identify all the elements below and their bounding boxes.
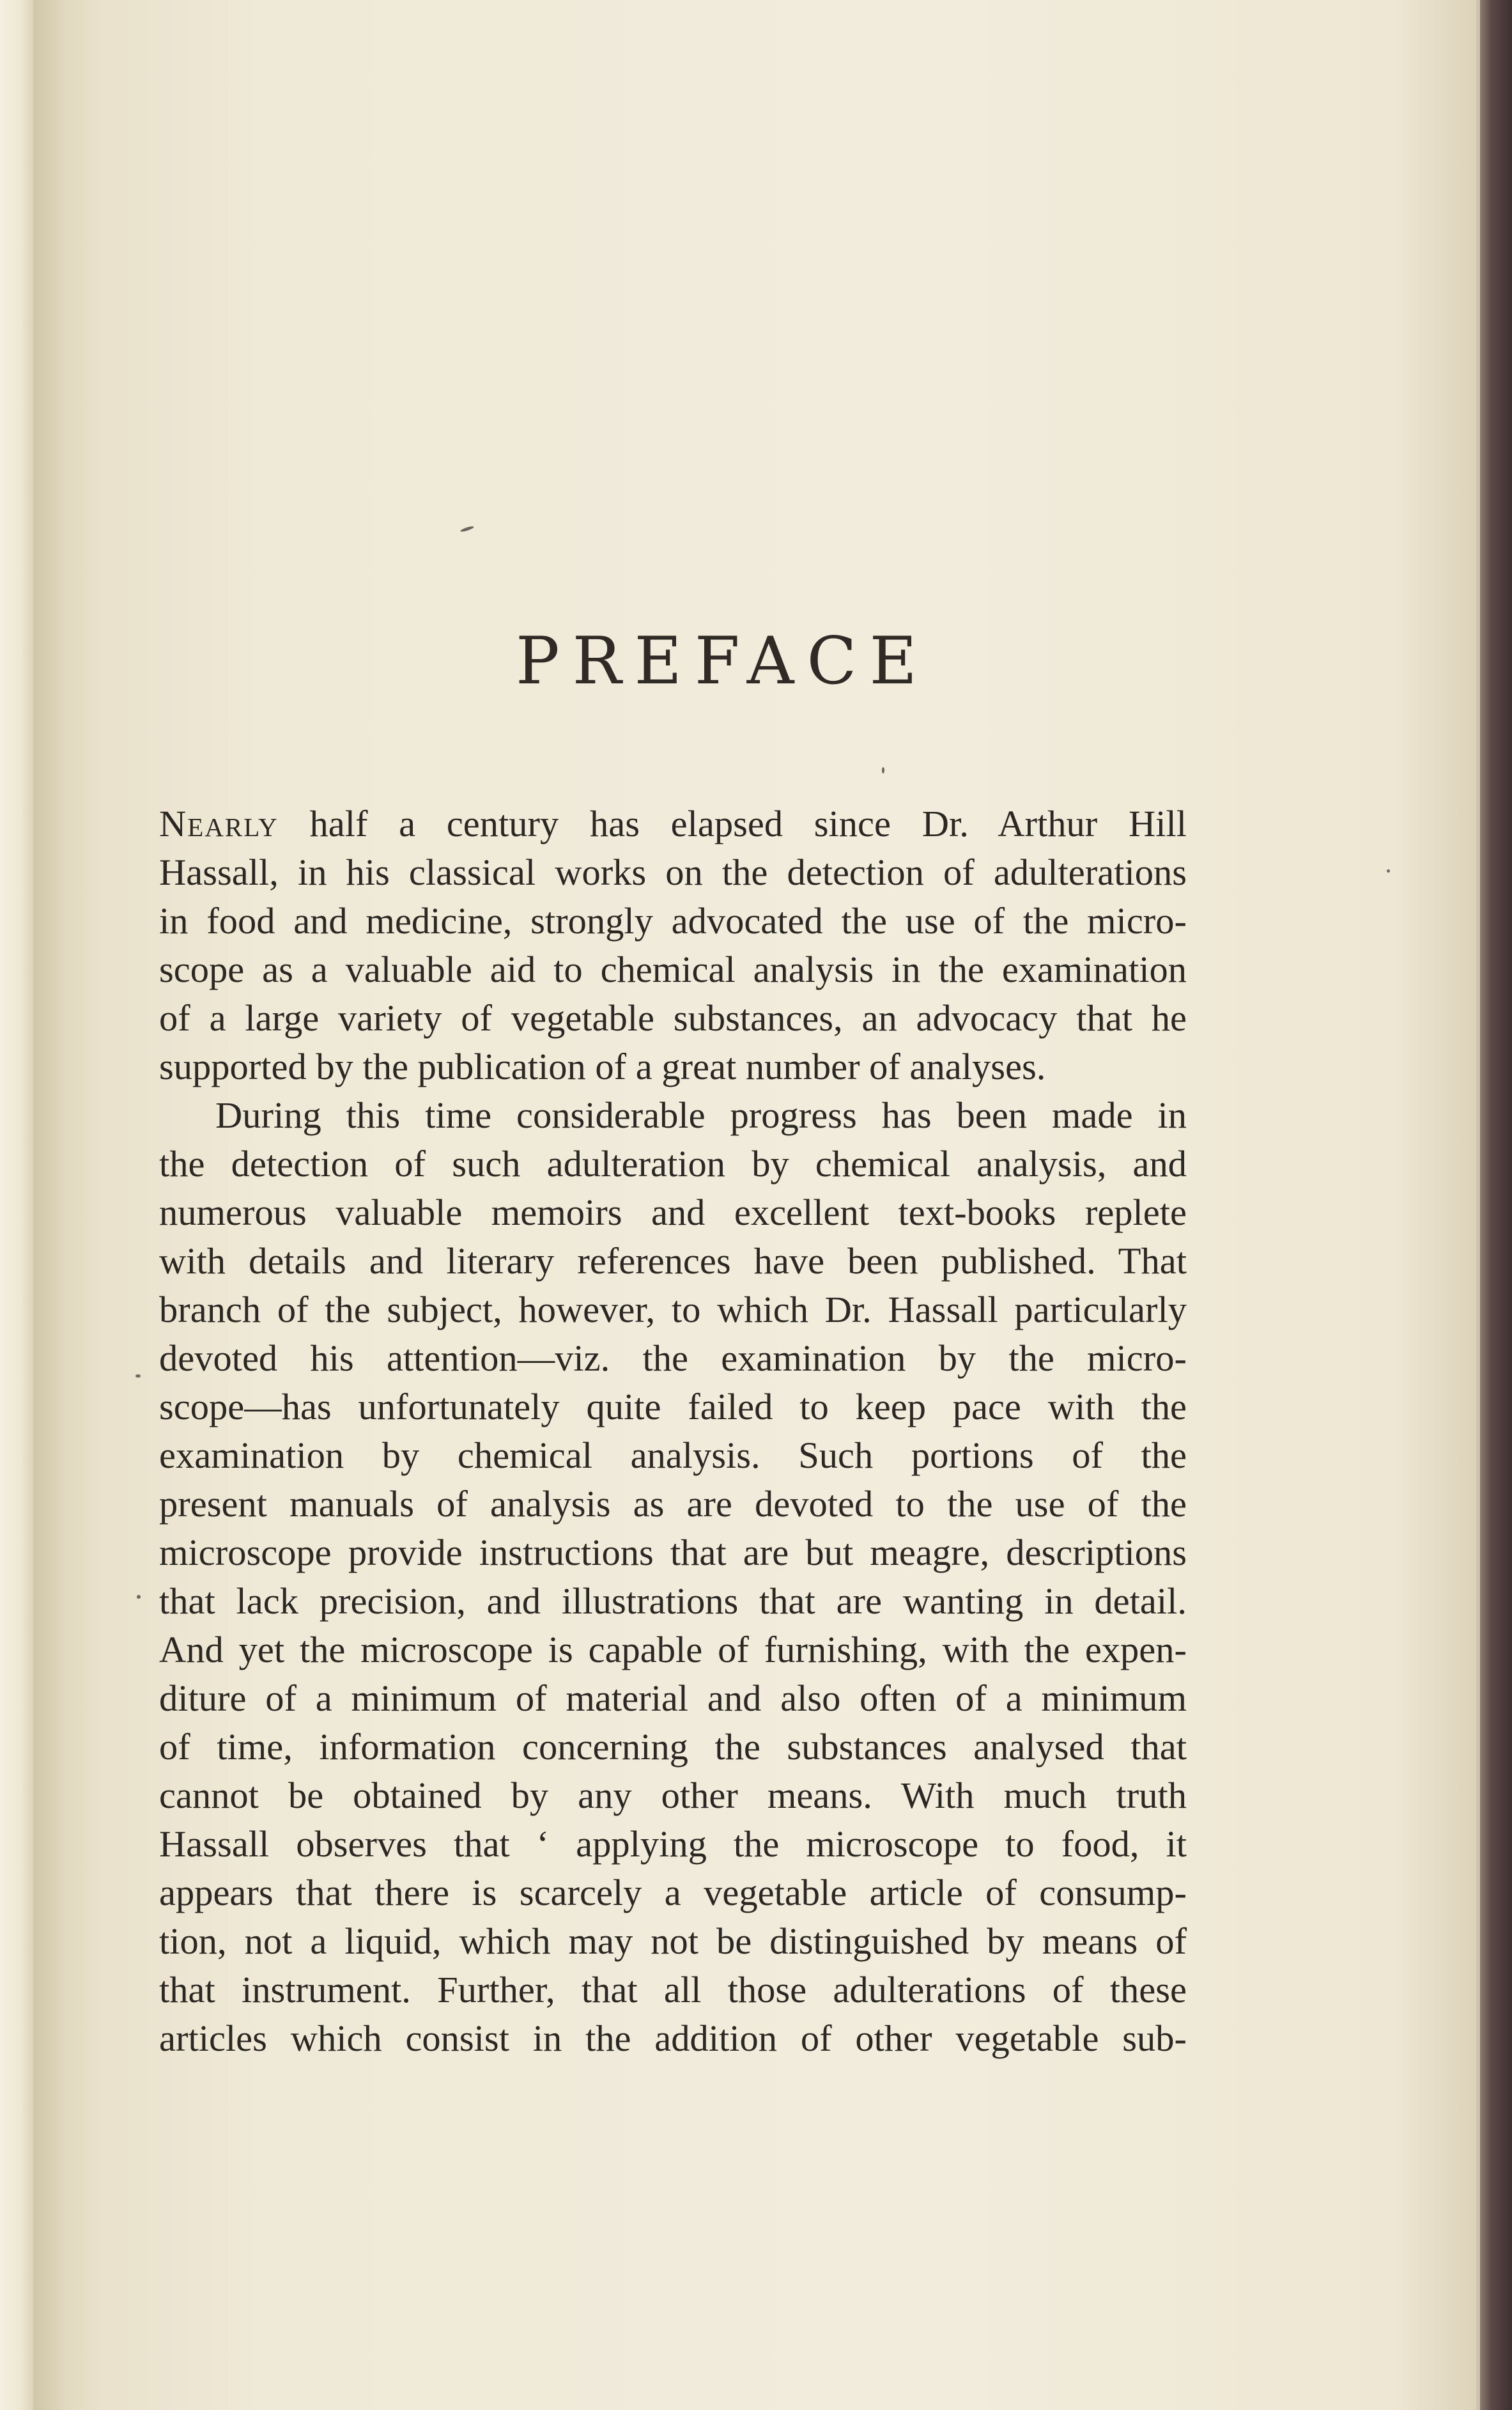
book-page	[96, 0, 1480, 2410]
book-cover-edge	[1480, 0, 1512, 2410]
text-line: cannot be obtained by any other means. With much truth	[159, 1775, 1187, 1816]
text-line: of time, information concerning the substances analysed that	[159, 1726, 1187, 1768]
ink-speck	[137, 1595, 141, 1599]
page-title: PREFACE	[516, 623, 930, 699]
text-line: diture of a minimum of material and also often of a minimum	[159, 1677, 1187, 1719]
text-line: present manuals of analysis as are devoted to the use of the	[159, 1483, 1187, 1525]
text-line: scope as a valuable aid to chemical analysis in the examination	[159, 949, 1187, 990]
ink-speck	[882, 767, 884, 774]
text-line: branch of the subject, however, to which Dr. Hassall particularly	[159, 1289, 1187, 1330]
text-line: Hassall, in his classical works on the detection of adulterations	[159, 851, 1187, 893]
text-line: Nearly half a century has elapsed since Dr. Arthur Hill	[159, 803, 1187, 844]
text-line: in food and medicine, strongly advocated the use of the micro-	[159, 900, 1187, 942]
text-line: articles which consist in the addition of other vegetable sub-	[159, 2017, 1187, 2059]
text-line: examination by chemical analysis. Such portions of the	[159, 1434, 1187, 1476]
text-line: supported by the publication of a great number of analyses.	[159, 1046, 1046, 1087]
text-line: microscope provide instructions that are but meagre, descriptions	[159, 1532, 1187, 1573]
ink-speck	[1387, 869, 1390, 873]
text-line: devoted his attention—viz. the examination by the micro-	[159, 1337, 1187, 1379]
text-line: numerous valuable memoirs and excellent text-books replete	[159, 1192, 1187, 1233]
text-line: scope—has unfortunately quite failed to keep pace with the	[159, 1386, 1187, 1427]
text-line: the detection of such adulteration by chemical analysis, and	[159, 1143, 1187, 1185]
text-line: And yet the microscope is capable of furnishing, with the expen-	[159, 1629, 1187, 1670]
text-line: Hassall observes that ‘ applying the microscope to food, it	[159, 1823, 1187, 1865]
opening-word: Nearly	[159, 803, 279, 844]
text-line: that instrument. Further, that all those adulterations of these	[159, 1969, 1187, 2010]
ink-speck	[135, 1374, 141, 1378]
text-line: appears that there is scarcely a vegetable article of consump-	[159, 1872, 1187, 1913]
text-line: During this time considerable progress has been made in	[215, 1094, 1187, 1136]
text-line: tion, not a liquid, which may not be distinguished by means of	[159, 1920, 1187, 1962]
text-line: with details and literary references have been published. That	[159, 1240, 1187, 1282]
preface-text	[159, 800, 1187, 2063]
ink-speck	[460, 525, 474, 533]
previous-page-edge	[0, 0, 33, 2410]
text-line: that lack precision, and illustrations that are wanting in detail.	[159, 1580, 1187, 1622]
text-line: of a large variety of vegetable substances, an advocacy that he	[159, 997, 1187, 1039]
